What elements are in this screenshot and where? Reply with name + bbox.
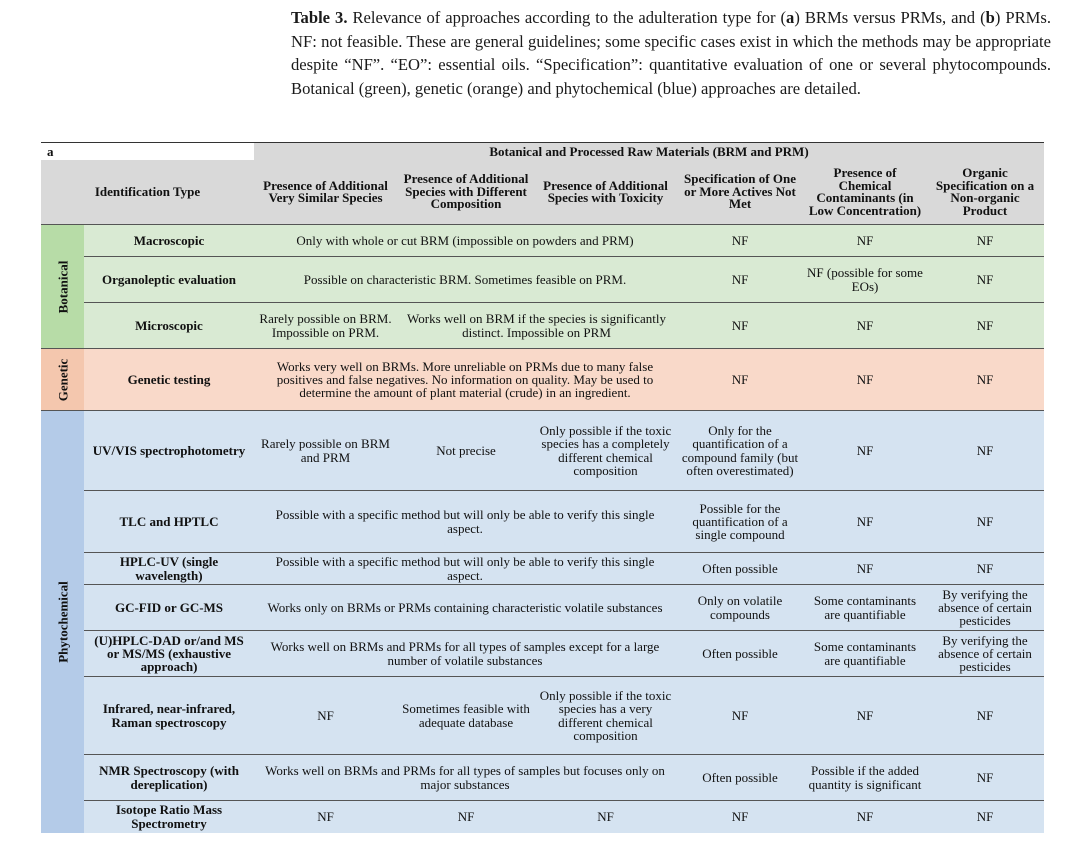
table-row — [41, 303, 1044, 349]
table-row — [41, 349, 1044, 411]
table-row — [41, 585, 1044, 631]
cell: Works well on BRM if the species is significantly distinct. Impossible on PRM — [397, 303, 676, 349]
cell: NF — [535, 801, 676, 833]
caption-label: Table 3. — [291, 8, 348, 27]
row-name: GC-FID or GC-MS — [84, 585, 254, 631]
row-name: Organoleptic evaluation — [84, 257, 254, 303]
table-row — [41, 755, 1044, 801]
cell: NF — [926, 225, 1044, 257]
cell: Possible with a specific method but will only be able to verify this single aspect. — [254, 553, 676, 585]
row-name: UV/VIS spectrophotometry — [84, 411, 254, 491]
header-chemical-contaminants: Presence of Chemical Contaminants (in Low Concentration) — [804, 160, 926, 225]
cell: Possible if the added quantity is significant — [804, 755, 926, 801]
category-genetic — [41, 349, 84, 411]
cell: NF — [804, 349, 926, 411]
cell: By verifying the absence of certain pesticides — [926, 631, 1044, 677]
header-similar-species: Presence of Additional Very Similar Species — [254, 160, 397, 225]
header-different-composition: Presence of Additional Species with Different Composition — [397, 160, 535, 225]
cell: NF — [926, 411, 1044, 491]
cell: NF — [254, 677, 397, 755]
cell: NF — [926, 801, 1044, 833]
cell: NF — [926, 677, 1044, 755]
category-botanical-label: Botanical — [54, 260, 70, 313]
cell: Only for the quantification of a compound family (but often overestimated) — [676, 411, 804, 491]
cell: Not precise — [397, 411, 535, 491]
cell: Sometimes feasible with adequate database — [397, 677, 535, 755]
cell: Often possible — [676, 631, 804, 677]
table-row — [41, 411, 1044, 491]
cell: NF — [676, 257, 804, 303]
cell: Possible on characteristic BRM. Sometimes feasible on PRM. — [254, 257, 676, 303]
cell: Works well on BRMs and PRMs for all types of samples except for a large number of volatile substances — [254, 631, 676, 677]
caption-text: ) PRMs. NF: not feasible. These are general guidelines; some specific cases exist in which the methods may be appropriate despite “NF”. “EO”: essential oils. “Specification”: quantitative evaluation of one or several phytocompounds. Botanical (green), genetic (orange) and phytochemical (blue) approaches are detailed. — [291, 8, 1051, 98]
row-name: Microscopic — [84, 303, 254, 349]
cell: Only on volatile compounds — [676, 585, 804, 631]
cell: NF — [804, 411, 926, 491]
cell: NF — [676, 349, 804, 411]
category-genetic-label: Genetic — [54, 358, 70, 401]
cell: NF (possible for some EOs) — [804, 257, 926, 303]
cell: NF — [926, 257, 1044, 303]
table-row — [41, 631, 1044, 677]
table-row — [41, 801, 1044, 833]
cell: Works well on BRMs and PRMs for all types of samples but focuses only on major substances — [254, 755, 676, 801]
row-name: Genetic testing — [84, 349, 254, 411]
row-name: TLC and HPTLC — [84, 491, 254, 553]
caption-panel-b: b — [985, 8, 995, 27]
column-header-row — [41, 160, 1044, 225]
cell: Works only on BRMs or PRMs containing characteristic volatile substances — [254, 585, 676, 631]
cell: NF — [804, 225, 926, 257]
cell: NF — [804, 677, 926, 755]
caption-panel-a: a — [786, 8, 795, 27]
table-row — [41, 677, 1044, 755]
cell: NF — [804, 553, 926, 585]
table-row — [41, 225, 1044, 257]
cell: NF — [804, 303, 926, 349]
cell: NF — [676, 801, 804, 833]
cell: Often possible — [676, 553, 804, 585]
table-row — [41, 553, 1044, 585]
cell: Rarely possible on BRM and PRM — [254, 411, 397, 491]
cell: Only possible if the toxic species has a completely different chemical composition — [535, 411, 676, 491]
cell: NF — [804, 491, 926, 553]
cell: Often possible — [676, 755, 804, 801]
cell: NF — [254, 801, 397, 833]
cell: NF — [926, 491, 1044, 553]
row-name: Infrared, near-infrared, Raman spectroscopy — [84, 677, 254, 755]
cell: Some contaminants are quantifiable — [804, 631, 926, 677]
caption-text: Relevance of approaches according to the adulteration type for ( — [347, 8, 787, 27]
header-specification-not-met: Specification of One or More Actives Not Met — [676, 160, 804, 225]
cell: Works very well on BRMs. More unreliable on PRMs due to many false positives and false negatives. No information on quality. May be used to determine the amount of plant material (crude) in an ingredient. — [254, 349, 676, 411]
cell: NF — [676, 677, 804, 755]
header-toxicity: Presence of Additional Species with Toxicity — [535, 160, 676, 225]
cell: NF — [397, 801, 535, 833]
cell: NF — [804, 801, 926, 833]
cell: Only with whole or cut BRM (impossible on powders and PRM) — [254, 225, 676, 257]
row-name: (U)HPLC-DAD or/and MS or MS/MS (exhaustive approach) — [84, 631, 254, 677]
cell: NF — [926, 553, 1044, 585]
cell: NF — [926, 755, 1044, 801]
row-name: Isotope Ratio Mass Spectrometry — [84, 801, 254, 833]
cell: NF — [926, 303, 1044, 349]
table-row — [41, 257, 1044, 303]
cell: NF — [676, 225, 804, 257]
cell: Possible with a specific method but will only be able to verify this single aspect. — [254, 491, 676, 553]
cell: Only possible if the toxic species has a very different chemical composition — [535, 677, 676, 755]
table-caption — [291, 6, 1051, 100]
caption-text: ) BRMs versus PRMs, and ( — [794, 8, 986, 27]
table-super-header-row — [41, 143, 1044, 161]
cell: By verifying the absence of certain pesticides — [926, 585, 1044, 631]
header-organic-specification: Organic Specification on a Non-organic Product — [926, 160, 1044, 225]
category-phytochemical — [41, 411, 84, 833]
cell: NF — [926, 349, 1044, 411]
cell: Possible for the quantification of a single compound — [676, 491, 804, 553]
cell: Some contaminants are quantifiable — [804, 585, 926, 631]
panel-label: a — [41, 143, 254, 161]
super-header: Botanical and Processed Raw Materials (BRM and PRM) — [254, 143, 1044, 161]
row-name: HPLC-UV (single wavelength) — [84, 553, 254, 585]
category-botanical — [41, 225, 84, 349]
relevance-table — [41, 142, 1044, 833]
cell: Rarely possible on BRM. Impossible on PRM. — [254, 303, 397, 349]
table-row — [41, 491, 1044, 553]
cell: NF — [676, 303, 804, 349]
row-name: Macroscopic — [84, 225, 254, 257]
category-phytochemical-label: Phytochemical — [54, 580, 70, 663]
row-name: NMR Spectroscopy (with dereplication) — [84, 755, 254, 801]
header-identification-type: Identification Type — [41, 160, 254, 225]
